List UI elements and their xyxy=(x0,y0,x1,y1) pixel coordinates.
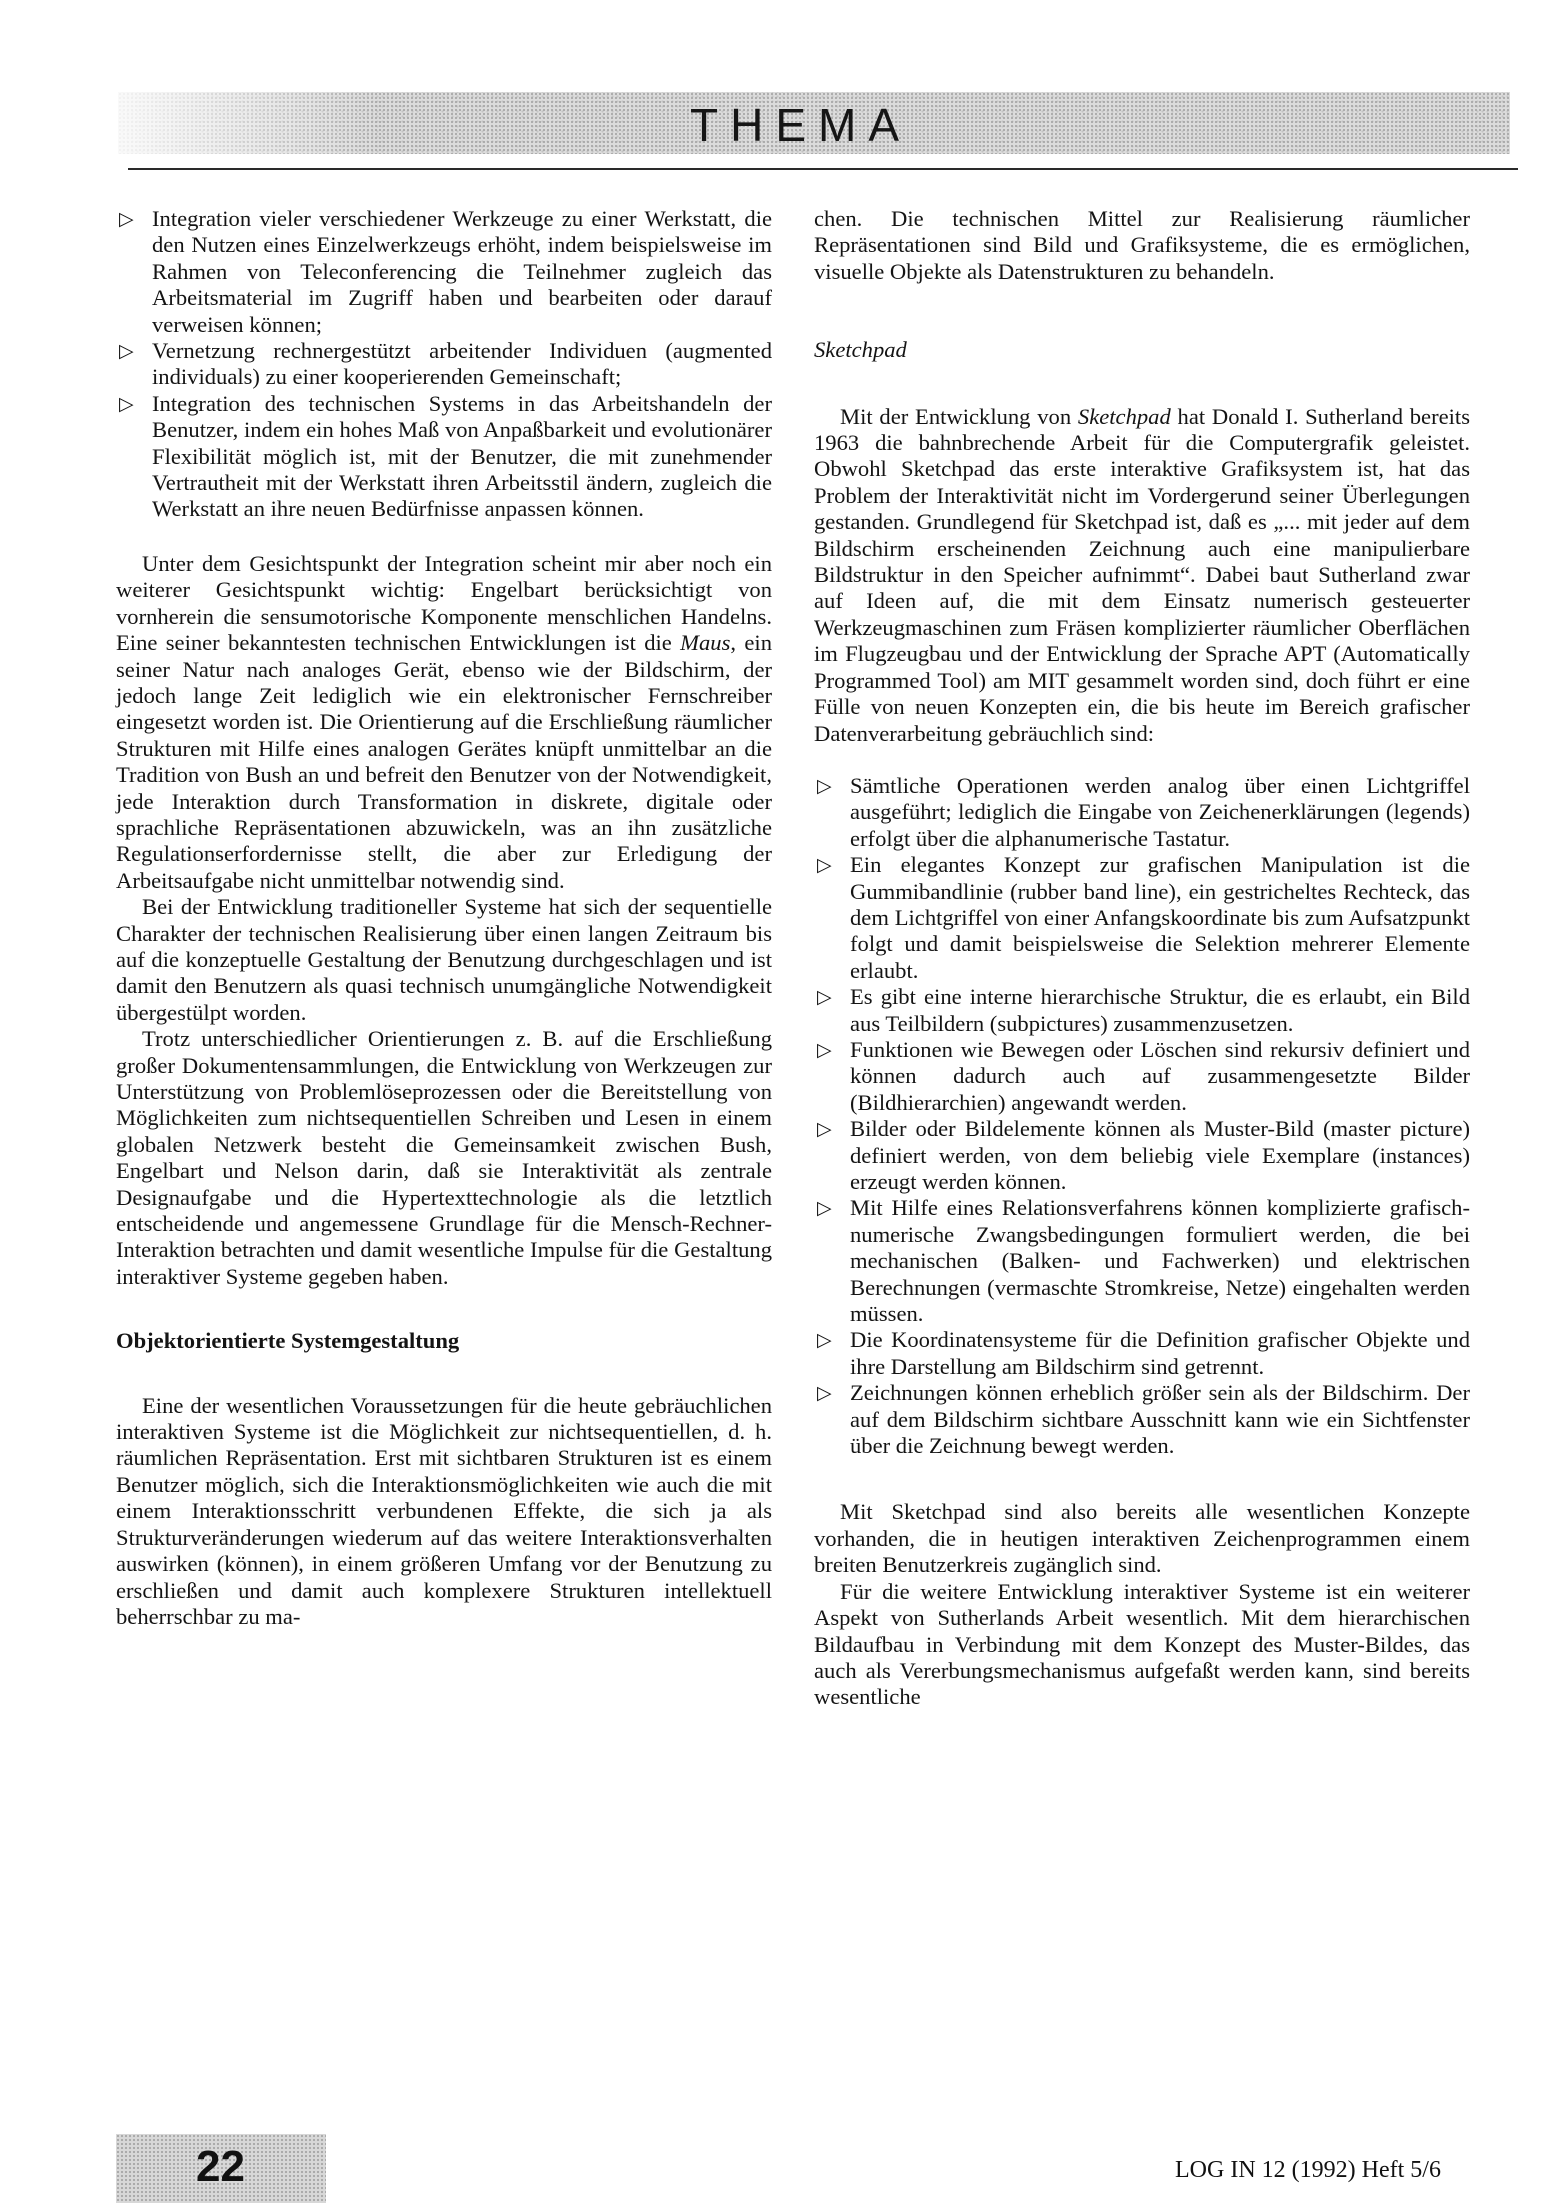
right-column xyxy=(814,206,1470,1711)
list-item: ▷ Vernetzung rechnergestützt arbeitender Individuen (augmented individuals) zu einer kooperierenden Gemeinschaft; xyxy=(116,338,772,391)
emphasis-sketchpad: Sketchpad xyxy=(1077,403,1171,429)
journal-reference: LOG IN 12 (1992) Heft 5/6 xyxy=(1175,2157,1441,2183)
list-item: ▷ Mit Hilfe eines Relationsverfahrens können komplizierte grafisch-numerische Zwangsbedingungen formuliert werden, die bei mechanischen (Balken- und Fachwerken) und elektrischen Berechnungen (vermaschte Stromkreise, Netze) eingehalten werden müssen. xyxy=(814,1195,1470,1327)
header-rule xyxy=(128,168,1518,170)
list-item: ▷ Die Koordinatensysteme für die Definition grafischer Objekte und ihre Darstellung am Bildschirm sind getrennt. xyxy=(814,1327,1470,1380)
section-title: THEMA xyxy=(690,99,911,151)
list-item: ▷ Sämtliche Operationen werden analog über einen Lichtgriffel ausgeführt; lediglich die Eingabe von Zeichenerklärungen (legends) erfolgt über die alphanumerische Tastatur. xyxy=(814,773,1470,852)
emphasis-maus: Maus xyxy=(680,630,731,656)
paragraph: chen. Die technischen Mittel zur Realisierung räumlicher Repräsentationen sind Bild und Grafiksysteme, die es ermöglichen, visuelle Objekte als Datenstrukturen zu behandeln. xyxy=(814,206,1470,284)
list-item: ▷ Es gibt eine interne hierarchische Struktur, die es erlaubt, ein Bild aus Teilbildern (subpictures) zusammenzusetzen. xyxy=(814,984,1470,1037)
list-item: ▷ Ein elegantes Konzept zur grafischen Manipulation ist die Gummibandlinie (rubber band line), ein gestricheltes Rechteck, das dem Lichtgriffel von einer Anfangskoordinate bis zum Aufsatzpunkt folgt und damit beispielsweise die Selektion mehrerer Elemente erlaubt. xyxy=(814,852,1470,984)
left-bullet-list xyxy=(116,206,772,523)
list-item: ▷ Bilder oder Bildelemente können als Muster-Bild (master picture) definiert werden, von dem beliebig viele Exemplare (instances) erzeugt werden können. xyxy=(814,1116,1470,1195)
right-bullet-list xyxy=(814,773,1470,1460)
list-item: ▷ Integration des technischen Systems in das Arbeitshandeln der Benutzer, indem ein hohes Maß von Anpaßbarkeit und evolutionärer Flexibilität möglich ist, mit der Benutzer, die mit zunehmender Vertrautheit mit der Werkstatt ihren Arbeitsstil ändern, zugleich die Werkstatt an ihre neuen Bedürfnisse anpassen können. xyxy=(116,391,772,523)
section-heading: Objektorientierte Systemgestaltung xyxy=(116,1328,460,1354)
list-item: ▷ Integration vieler verschiedener Werkzeuge zu einer Werkstatt, die den Nutzen eines Einzelwerkzeugs erhöht, indem beispielsweise im Rahmen von Teleconferencing die Teilnehmer zugleich das Arbeitsmaterial im Zugriff haben und bearbeiten oder darauf verweisen können; xyxy=(116,206,772,338)
subheading: Sketchpad xyxy=(814,337,907,363)
paragraph: Trotz unterschiedlicher Orientierungen z. B. auf die Erschließung großer Dokumentensammlungen, die Entwicklung von Werkzeugen zur Unterstützung von Problemlöseprozessen oder die Bereitstellung von Möglichkeiten zum nichtsequentiellen Schreiben und Lesen in einem globalen Netzwerk besteht die Gemeinsamkeit zwischen Bush, Engelbart und Nelson darin, daß sie Interaktivität als zentrale Designaufgabe und die Hypertexttechnologie als die letztlich entscheidende und angemessene Grundlage für die Mensch-Rechner-Interaktion betrachten und damit wesentliche Impulse für die Gestaltung interaktiver Systeme gegeben haben. xyxy=(116,1026,772,1289)
paragraph: Für die weitere Entwicklung interaktiver Systeme ist ein weiterer Aspekt von Sutherlands Arbeit wesentlich. Mit dem hierarchischen Bildaufbau in Verbindung mit dem Konzept des Muster-Bildes, das auch als Vererbungsmechanismus aufgefaßt werden kann, sind bereits wesentliche xyxy=(814,1578,1470,1710)
list-item: ▷ Funktionen wie Bewegen oder Löschen sind rekursiv definiert und können dadurch auch auf zusammengesetzte Bilder (Bildhierarchien) angewandt werden. xyxy=(814,1037,1470,1116)
left-column xyxy=(116,206,772,1630)
paragraph: Bei der Entwicklung traditioneller Systeme hat sich der sequentielle Charakter der technischen Realisierung über einen langen Zeitraum bis auf die konzeptuelle Gestaltung der Benutzung durchgeschlagen und ist damit den Benutzern als quasi technisch unumgängliche Notwendigkeit übergestülpt worden. xyxy=(116,894,772,1025)
paragraph: Eine der wesentlichen Voraussetzungen für die heute gebräuchlichen interaktiven Systeme ist die Möglichkeit zur nichtsequentiellen, d. h. räumlichen Repräsentation. Erst mit sichtbaren Strukturen ist es einem Benutzer möglich, sich die Interaktionsmöglichkeiten wie auch die mit einem Interaktionsschritt verbundenen Effekte, die sich ja als Strukturveränderungen wiederum auf das weitere Interaktionsverhalten auswirken (können), in einem größeren Umfang vor der Benutzung zu erschließen und damit auch komplexere Strukturen intellektuell beherrschbar zu ma- xyxy=(116,1392,772,1629)
page-number: 22 xyxy=(196,2142,245,2191)
paragraph: Mit Sketchpad sind also bereits alle wesentlichen Konzepte vorhanden, die in heutigen interaktiven Zeichenprogrammen einem breiten Benutzerkreis zugänglich sind. xyxy=(814,1499,1470,1578)
paragraph: Mit der Entwicklung von Sketchpad hat Donald I. Sutherland bereits 1963 die bahnbrechende Arbeit für die Computergrafik geleistet. Obwohl Sketchpad das erste interaktive Grafiksystem ist, hat das Problem der Interaktivität nicht im Vordergerund seiner Überlegungen gestanden. Grundlegend für Sketchpad ist, daß es „... mit jeder auf dem Bildschirm erscheinenden Zeichnung auch eine manipulierbare Bildstruktur in den Speicher aufnimmt“. Dabei baut Sutherland zwar auf Ideen auf, die mit dem Einsatz numerisch gesteuerter Werkzeugmaschinen zum Fräsen komplizierter räumlicher Oberflächen im Flugzeugbau und der Entwicklung der Sprache APT (Automatically Programmed Tool) am MIT gesammelt worden sind, doch führt er eine Fülle von neuen Konzepten ein, die bis heute im Bereich grafischer Datenverarbeitung gebräuchlich sind: xyxy=(814,403,1470,746)
list-item: ▷ Zeichnungen können erheblich größer sein als der Bildschirm. Der auf dem Bildschirm sichtbare Ausschnitt kann wie ein Sichtfenster über die Zeichnung bewegt werden. xyxy=(814,1380,1470,1459)
paragraph: Unter dem Gesichtspunkt der Integration scheint mir aber noch ein weiterer Gesichtspunkt wichtig: Engelbart berücksichtigt von vornherein die sensumotorische Komponente menschlichen Handelns. Eine seiner bekanntesten technischen Entwicklungen ist die Maus, ein seiner Natur nach analoges Gerät, ebenso wie der Bildschirm, der jedoch lange Zeit lediglich wie ein elektronischer Fernschreiber eingesetzt worden ist. Die Orientierung auf die Erschließung räumlicher Strukturen mit Hilfe eines analogen Gerätes knüpft unmittelbar an die Tradition von Bush an und befreit den Benutzer von der Notwendigkeit, jede Interaktion durch Transformation in diskrete, digitale oder sprachliche Repräsentationen abzuwickeln, was an ihn zusätzliche Regulationserfordernisse stellt, die aber zur Erledigung der Arbeitsaufgabe nicht unmittelbar notwendig sind. xyxy=(116,550,772,893)
